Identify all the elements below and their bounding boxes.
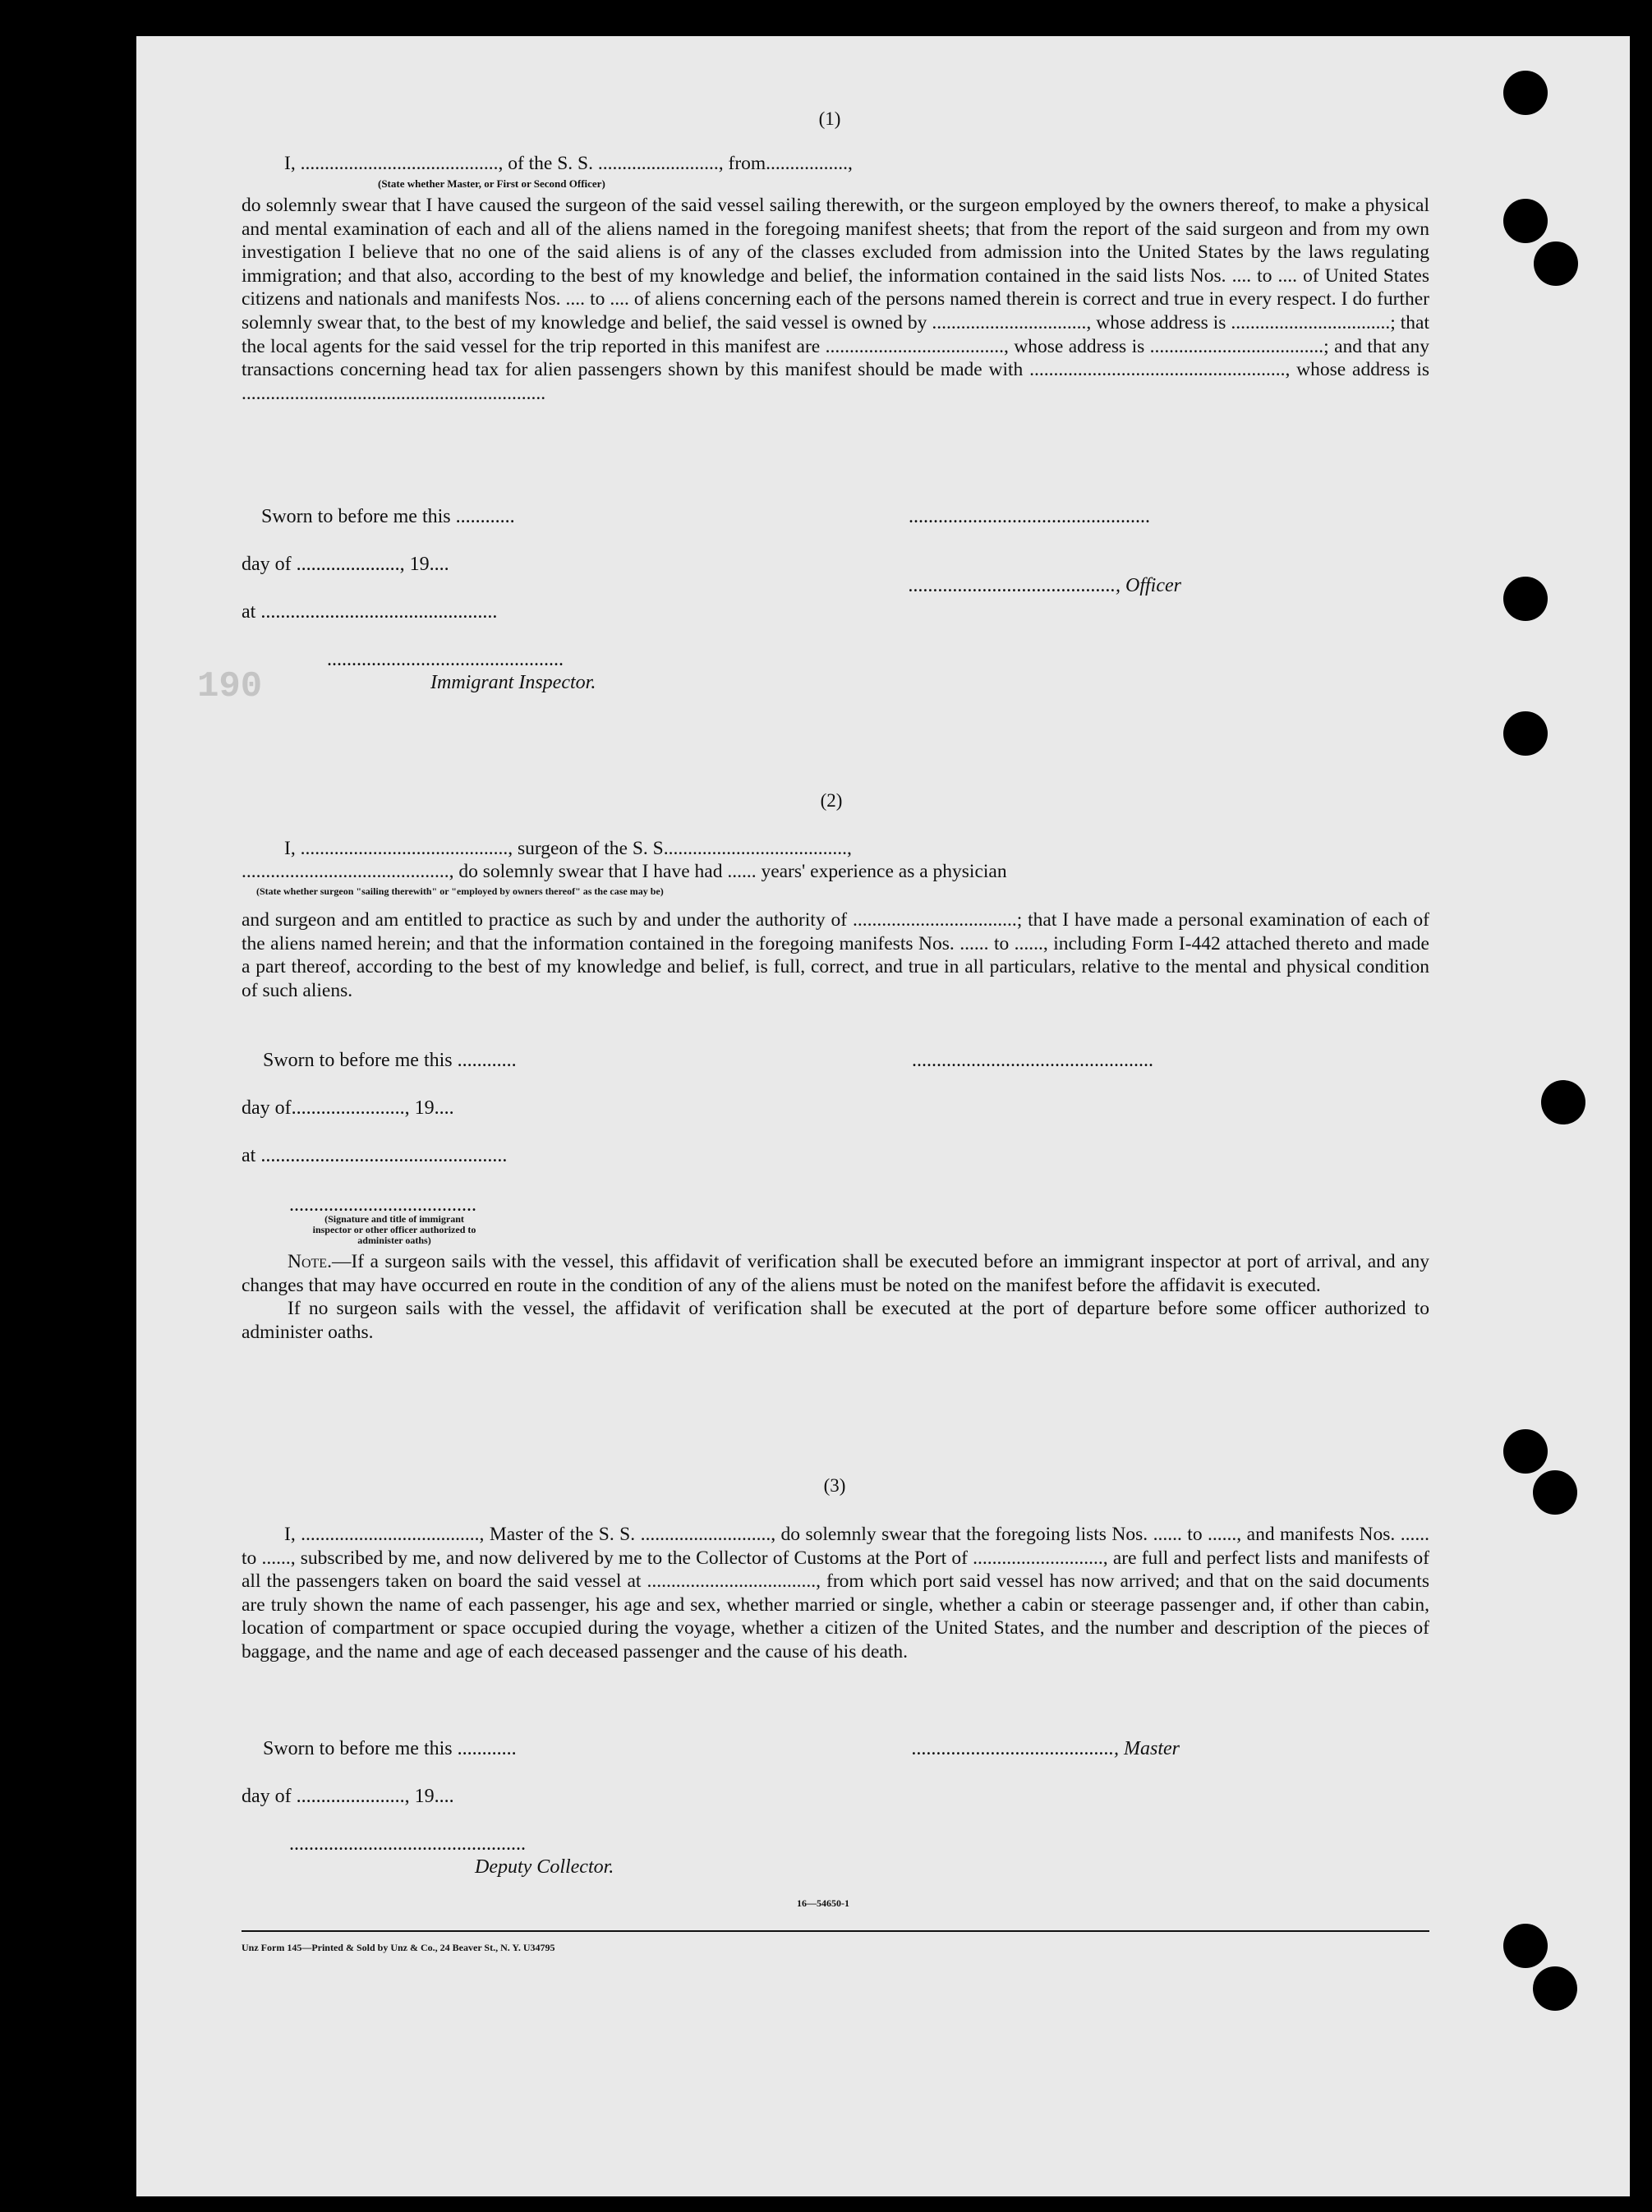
section-2-note <box>242 1250 1429 1344</box>
punch-hole <box>1503 577 1548 621</box>
section-2-at: at .................................................. <box>242 1145 508 1166</box>
punch-hole <box>1533 1470 1577 1515</box>
section-1-inspector-label: Immigrant Inspector. <box>430 672 596 693</box>
section-2-sworn-signature: ................................................. <box>912 1050 1153 1071</box>
section-2-day: day of......................., 19.... <box>242 1097 454 1119</box>
section-2-signature-note: (Signature and title of immigrant inspector or other officer authorized to administer oaths) <box>312 1213 476 1246</box>
section-3-master: ........................................., Master <box>912 1738 1180 1759</box>
section-3-body <box>242 1523 1429 1664</box>
section-2-body <box>242 908 1429 1002</box>
section-1-body <box>242 194 1429 405</box>
section-2-signature-line: ...................................... <box>289 1194 476 1216</box>
punch-hole <box>1503 1924 1548 1968</box>
note-second-paragraph: If no surgeon sails with the vessel, the affidavit of verification shall be executed at the port of departure before some officer authorized to administer oaths. <box>242 1298 1429 1343</box>
note-label: Note. <box>288 1251 332 1272</box>
form-code: 16—54650-1 <box>797 1897 849 1909</box>
section-1-sworn-signature: ................................................. <box>909 506 1150 527</box>
punch-hole <box>1541 1080 1585 1124</box>
footer-rule <box>242 1930 1429 1932</box>
section-3-collector-label: Deputy Collector. <box>475 1856 614 1878</box>
punch-hole <box>1503 711 1548 756</box>
section-2-surgeon-note: (State whether surgeon "sailing therewith" or "employed by owners thereof" as the case may be) <box>256 885 664 897</box>
bleed-through-stamp: 190 <box>197 666 263 707</box>
section-2-first-line: I, ..........................................., surgeon of the S. S......................................, <box>284 838 852 859</box>
punch-hole <box>1503 71 1548 115</box>
section-1-at: at ................................................ <box>242 601 498 623</box>
section-3-collector-line: ................................................ <box>289 1833 526 1855</box>
section-3-day: day of ......................, 19.... <box>242 1786 454 1807</box>
section-1-officer: .........................................., Officer <box>909 575 1181 596</box>
section-1-inspector-line: ................................................ <box>327 649 564 670</box>
section-3-sworn: Sworn to before me this ............ <box>263 1738 517 1759</box>
section-1-heading: (1) <box>818 108 841 129</box>
note-text: —If a surgeon sails with the vessel, this affidavit of verification shall be executed before an immigrant inspector at port of arrival, and any changes that may have occurred en route in the condition of any of the aliens must be noted on the manifest before the affidavit is executed. <box>242 1251 1429 1296</box>
punch-hole <box>1533 1966 1577 2011</box>
section-1-oath-text: do solemnly swear that I have caused the surgeon of the said vessel sailing therewith, or the surgeon employed by the owners thereof, to make a physical and mental examination of each and all of the aliens named in the foregoing manifest sheets; that from the report of the said surgeon and from my own investigation I believe that no one of the said aliens is of any of the classes excluded from admission into the United States by the laws regulating immigration; and that also, according to the best of my knowledge and belief, the information contained in the said lists Nos. .... to .... of United States citizens and nationals and manifests Nos. .... to .... of aliens concerning each of the persons named therein is correct and true in every respect. I do further solemnly swear that, to the best of my knowledge and belief, the said vessel is owned by ................................, whose address is .................................; that the local agents for the said vessel for the trip reported in this manifest are ....................................., whose address is ....................................; and that any transactions concerning head tax for alien passengers shown by this manifest should be made with ....................................................., whose address is ............................................................... <box>242 195 1429 404</box>
punch-hole <box>1503 1429 1548 1474</box>
section-1-first-line: I, ........................................., of the S. S. ........................., from................., <box>284 153 853 174</box>
section-1-rank-note: (State whether Master, or First or Second Officer) <box>378 177 605 190</box>
section-2-oath-text: and surgeon and am entitled to practice as such by and under the authority of ..................................; that I have made a personal examination of each of the aliens named herein; and that the information contained in the foregoing manifests Nos. ...... to ......, including Form I-442 attached thereto and made a part thereof, according to the best of my knowledge and belief, is full, correct, and true in all particulars, relative to the mental and physical condition of such aliens. <box>242 909 1429 1001</box>
punch-hole <box>1534 241 1578 286</box>
punch-hole <box>1503 199 1548 243</box>
section-2-second-line: ..........................................., do solemnly swear that I have had ...... years' experience as a physician <box>242 861 1007 882</box>
section-1-sworn: Sworn to before me this ............ <box>261 506 515 527</box>
section-3-oath-text: I, ....................................., Master of the S. S. ..........................., do solemnly swear that the foregoing lists Nos. ...... to ......, and manifests Nos. ...... to ......, subscribed by me, and now delivered by me to the Collector of Customs at the Port of ..........................., are full and perfect lists and manifests of all the passengers taken on board the said vessel at ..................................., from which port said vessel has now arrived; and that on the said documents are truly shown the name of each passenger, his age and sex, whether married or single, whether a cabin or steerage passenger and, if other than cabin, location of compartment or space occupied during the voyage, whether a citizen of the United States, and the number and description of the pieces of baggage, and the name and age of each deceased passenger and the cause of his death. <box>242 1524 1429 1662</box>
section-3-heading: (3) <box>823 1475 846 1496</box>
section-1-day: day of ....................., 19.... <box>242 554 449 575</box>
section-2-heading: (2) <box>820 790 843 811</box>
printer-imprint: Unz Form 145—Printed & Sold by Unz & Co., 24 Beaver St., N. Y. U34795 <box>242 1942 555 1953</box>
section-2-sworn: Sworn to before me this ............ <box>263 1050 517 1071</box>
